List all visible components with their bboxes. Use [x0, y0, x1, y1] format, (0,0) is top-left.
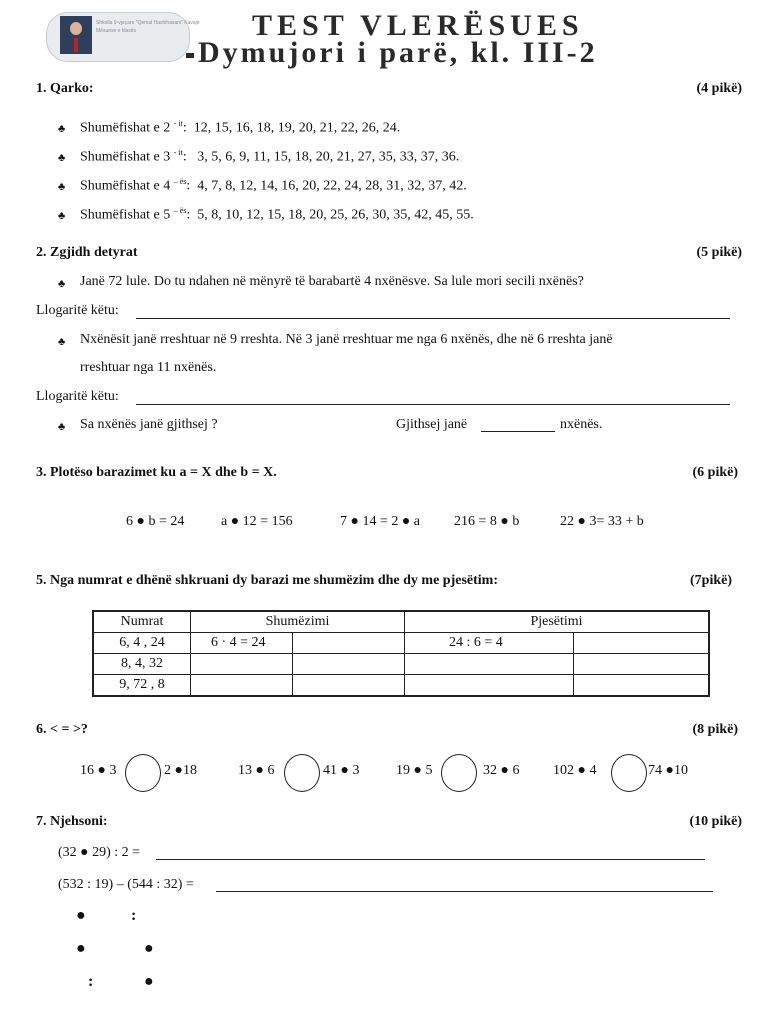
q1-item: Shumëfishat e 3 $^{- it}$: 3, 5, 6, 9, 11, 15, 18, 20, 21, 27, 35, 33, 37, 36.: [80, 148, 460, 165]
numbers-cell: 9, 72 , 8: [93, 675, 191, 697]
expression: (532 : 19) – (544 : 32) =: [58, 877, 194, 892]
mul-cell[interactable]: 6 · 4 = 24: [191, 633, 293, 654]
q1-item: Shumëfishat e 4 $^{- ës}$: 4, 7, 8, 12, 14, 16, 20, 22, 24, 28, 31, 32, 37, 42.: [80, 177, 467, 194]
club-bullet-icon: ♣: [58, 336, 66, 348]
q2-task2-line1: Nxënësit janë rreshtuar në 9 rreshta. Në 3 janë rreshtuar me nga 6 nxënës, dhe në 6 rreshta janë: [80, 332, 613, 347]
compare-right: 32 ● 6: [483, 763, 520, 778]
table-row: [93, 654, 709, 675]
q6-points: (8 pikë): [692, 722, 738, 737]
calc-label: Llogaritë këtu:: [36, 389, 119, 404]
mul-cell[interactable]: [191, 675, 293, 697]
club-bullet-icon: ♣: [58, 210, 66, 222]
expression: (32 ● 29) : 2 =: [58, 845, 141, 860]
compare-right: 2 ●18: [164, 763, 197, 778]
div-cell[interactable]: [405, 675, 574, 697]
q1-points: (4 pikë): [696, 81, 742, 96]
q2-task2-line2: rreshtuar nga 11 nxënës.: [80, 360, 217, 375]
compare-circle[interactable]: [441, 754, 477, 792]
equation: 7 ● 14 = 2 ● a: [340, 514, 421, 529]
club-bullet-icon: ♣: [58, 278, 66, 290]
q2-points: (5 pikë): [696, 245, 742, 260]
header-division: Pjesëtimi: [405, 611, 710, 633]
compare-circle[interactable]: [611, 754, 647, 792]
logo-text: Shkolla 9-vjeçare "Qemal Haxhihasani" Kavajë: [96, 20, 200, 26]
q5-title: 5. Nga numrat e dhënë shkruani dy barazi me shumëzim dhe dy me pjesëtim:: [36, 573, 498, 588]
compare-right: 74 ●10: [648, 763, 688, 778]
table-header-row: [93, 611, 709, 633]
q1-item: Shumëfishat e 5 $^{- ës}$: 5, 8, 10, 12, 15, 18, 20, 25, 26, 30, 35, 42, 45, 55.: [80, 206, 474, 223]
numbers-cell: 8, 4, 32: [93, 654, 191, 675]
operation-symbol: ●: [144, 940, 154, 957]
equation: 216 = 8 ● b: [454, 514, 520, 529]
compare-left: 16 ● 3: [80, 763, 117, 778]
operation-symbol: :: [88, 973, 94, 990]
answer-line[interactable]: [216, 891, 713, 892]
div-cell[interactable]: [574, 654, 710, 675]
q2-task1: Janë 72 lule. Do tu ndahen në mënyrë të barabartë 4 nxënësve. Sa lule mori secili nxënës?: [80, 274, 584, 289]
q7-title: 7. Njehsoni:: [36, 814, 108, 829]
club-bullet-icon: ♣: [58, 421, 66, 433]
equation: 22 ● 3= 33 + b: [560, 514, 644, 529]
table-row: [93, 633, 709, 654]
teacher-photo: [60, 16, 92, 54]
operation-symbol: ●: [144, 973, 154, 990]
q2-question: Sa nxënës janë gjithsej ?: [80, 417, 218, 432]
table-row: [93, 675, 709, 697]
div-cell[interactable]: [574, 675, 710, 697]
q2-answer-prefix: Gjithsej janë: [396, 417, 468, 432]
compare-left: 13 ● 6: [238, 763, 275, 778]
numbers-cell: 6, 4 , 24: [93, 633, 191, 654]
div-cell[interactable]: [405, 654, 574, 675]
div-cell[interactable]: [574, 633, 710, 654]
mul-cell[interactable]: [191, 654, 293, 675]
test-title: TEST VLERËSUES: [252, 9, 584, 42]
q3-title: 3. Plotëso barazimet ku a = X dhe b = X.: [36, 465, 277, 480]
q6-title: 6. < = >?: [36, 722, 88, 737]
answer-line[interactable]: [156, 859, 705, 860]
q2-title: 2. Zgjidh detyrat: [36, 245, 138, 260]
equation: a ● 12 = 156: [221, 514, 293, 529]
compare-right: 41 ● 3: [323, 763, 360, 778]
equation: 6 ● b = 24: [126, 514, 185, 529]
q7-points: (10 pikë): [689, 814, 742, 829]
mul-cell[interactable]: [293, 633, 405, 654]
compare-left: 19 ● 5: [396, 763, 433, 778]
answer-line[interactable]: [136, 404, 730, 405]
test-subtitle: Dymujori i parë, kl. III-2: [186, 36, 598, 70]
header-multiplication: Shumëzimi: [191, 611, 405, 633]
compare-left: 102 ● 4: [553, 763, 597, 778]
q1-title: 1. Qarko:: [36, 81, 94, 96]
calc-label: Llogaritë këtu:: [36, 303, 119, 318]
operation-symbol: ●: [76, 907, 86, 924]
q1-item: Shumëfishat e 2 $^{- it}$: 12, 15, 16, 18, 19, 20, 21, 22, 26, 24.: [80, 119, 401, 136]
club-bullet-icon: ♣: [58, 152, 66, 164]
logo-subtext: Mësuese e klasës: [96, 28, 137, 34]
club-bullet-icon: ♣: [58, 123, 66, 135]
compare-circle[interactable]: [284, 754, 320, 792]
q3-points: (6 pikë): [692, 465, 738, 480]
compare-circle[interactable]: [125, 754, 161, 792]
mul-cell[interactable]: [293, 654, 405, 675]
operation-symbol: :: [131, 907, 137, 924]
mul-cell[interactable]: [293, 675, 405, 697]
club-bullet-icon: ♣: [58, 181, 66, 193]
total-answer-blank[interactable]: [481, 431, 555, 432]
answer-line[interactable]: [136, 318, 730, 319]
div-cell[interactable]: 24 : 6 = 4: [405, 633, 574, 654]
q5-points: (7pikë): [690, 573, 732, 588]
q2-answer-suffix: nxënës.: [560, 417, 603, 432]
header-numbers: Numrat: [93, 611, 191, 633]
operation-symbol: ●: [76, 940, 86, 957]
numbers-table: [92, 610, 710, 697]
